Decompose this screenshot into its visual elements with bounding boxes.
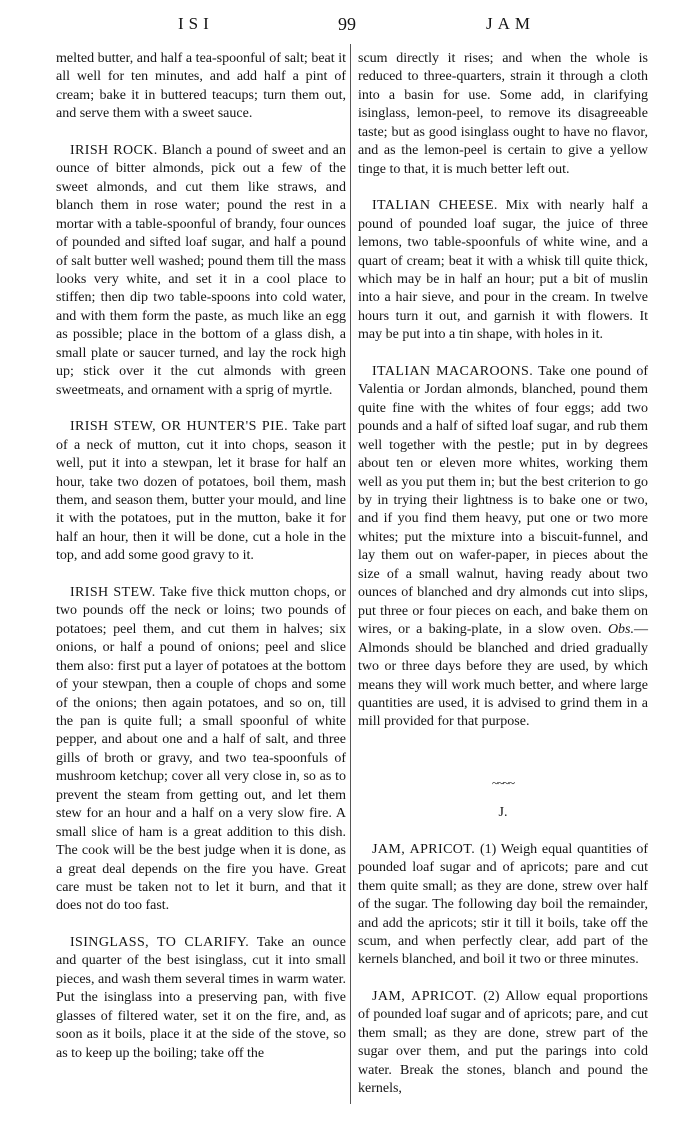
recipe-body: Take one pound of Valentia or Jordan almonds, blanched, pound them quite fine with the whites of four eggs; add two pounds and a half of sifted loaf sugar, and rub them well together with the pestle; put in by degrees about ten or eleven more whites, working them well as you put them in; but the best criterion to go by in trying their lightness is to bake one or two, and if you find them heavy, put one or two more whites; put the mixture into a biscuit-funnel, and lay them out on wafer-paper, in pieces about the size of a small walnut, having ready about two ounces of blanched and dry almonds cut into slips, put three or four pieces on each, and bake them on wires, or a baking-plate, in a slow oven. (358, 363, 648, 638)
recipe-number: (2) (483, 988, 500, 1004)
recipe-hunters-pie (56, 418, 346, 566)
recipe-title: ISINGLASS, TO CLARIFY. (70, 934, 250, 950)
recipe-body: Take part of a neck of mutton, cut it into chops, season it well, put it into a stewpan, let it brase for half an hour, take two dozen of potatoes, boil them, mash them, and season them, butter your mould, and line it with the potatoes, put in the mutton, bake it for half an hour, then it will be done, cut a hole in the top, and add some good gravy to it. (56, 419, 346, 564)
recipe-isinglass (56, 934, 346, 1063)
recipe-title: IRISH ROCK. (70, 142, 158, 158)
recipe-body: Weigh equal quantities of pounded loaf sugar and of apricots; pare and cut them quite small; as they are done, strew over half of the sugar. The following day boil the remainder, and add the apricots; stir it till it boils, take off the scum, and when perfectly clear, add part of the kernels blanched, and boil it two or three minutes. (358, 841, 649, 968)
page-number: 99 (338, 14, 356, 34)
recipe-title: IRISH STEW. (70, 584, 156, 600)
left-column (56, 50, 346, 1063)
recipe-body: Mix with nearly half a pound of pounded loaf sugar, the juice of three lemons, two table-spoonfuls of white wine, and a quart of cream; beat it with a whisk till quite thick, which may be in half an hour; put a bit of muslin into a hair sieve, and pour in the cream. In twelve hours turn it out, and garnish it with flowers. It may be put into a tin shape, with holes in it. (358, 198, 648, 343)
recipe-body: Take five thick mutton chops, or two pounds off the neck or loins; two pounds of potatoes; peel them, and cut them in halves; six onions, or half a pound of onions; peel and slice them also: first put a layer of potatoes at the bottom of your stewpan, then a couple of chops and some of the onions; then again potatoes, and so on, till the pan is quite full; a small spoonful of white pepper, and about one and a half of salt, and three gills of broth or gravy, and two tea-spoonfuls of mushroom ketchup; cover all very close in, so as to prevent the steam from getting out, and let them stew for an hour and a half on a very slow fire. A small slice of ham is a great addition to this dish. The cook will be the best judge when it is done, as a great deal depends on the fire you have. Great care must be taken not to let it burn, and that it does not do too fast. (56, 584, 346, 914)
right-column (358, 50, 648, 1099)
column-divider (350, 44, 351, 1104)
recipe-title: IRISH STEW, OR HUNTER'S PIE. (70, 419, 289, 435)
recipe-title: ITALIAN CHEESE. (372, 198, 498, 214)
section-letter: J. (498, 805, 508, 821)
running-header (56, 14, 660, 38)
header-left-guideword: ISI (178, 14, 214, 33)
recipe-title: JAM, APRICOT. (372, 841, 476, 857)
obs-label: Obs. (607, 622, 634, 638)
recipe-italian-cheese (358, 197, 648, 345)
recipe-irish-rock (56, 142, 346, 400)
section-ornament: ~~~~ (492, 775, 514, 790)
continued-paragraph: scum directly it rises; and when the whole is reduced to three-quarters, strain it through a cloth into a basin for use. Some add, in clarifying isinglass, lemon-peel, to remove its disagreeable taste; but as good isinglass ought to have no flavor, and as the lemon-peel is certain to give a yellow tinge to that, it is much better left out. (358, 51, 648, 177)
recipe-jam-apricot-2 (358, 988, 648, 1099)
recipe-body: Allow equal proportions of pounded loaf sugar and of apricots; pare, and cut them small; as they are done, strew part of the sugar over them, and put the parings into cold water. Break the stones, blanch and pound the kernels, (358, 988, 648, 1097)
recipe-body: Take an ounce and quarter of the best isinglass, cut it into small pieces, and wash them several times in warm water. Put the isinglass into a preserving pan, with five glasses of filtered water, set it on the fire, and, as soon as it boils, place it at the side of the stove, so as to keep up the boiling; take off the (56, 934, 347, 1061)
recipe-jam-apricot-1 (358, 841, 648, 970)
recipe-body: Blanch a pound of sweet and an ounce of bitter almonds, pick out a few of the sweet almonds, and cut them like straws, and blanch them in rose water; pound the rest in a mortar with a table-spoonful of brandy, four ounces of pounded and sifted loaf sugar, and half a pound of salt butter well washed; pound them till the mass looks very white, and set it in a cool place to stiffen; then dip two table-spoons into cold water, and with them form the paste, as much like an egg as possible; place in the bottom of a glass dish, a small plate or saucer turned, and lay the rock high up; stick over it the cut almonds with green sweetmeats, and ornament with a sprig of myrtle. (56, 142, 347, 398)
recipe-number: (1) (479, 841, 497, 857)
obs-note: —Almonds should be blanched and dried gradually two or three days before they are used, by which means they will work much better, and where large quantities are used, it is advised to grind them in a mill provided for that purpose. (358, 622, 648, 730)
recipe-title: ITALIAN MACAROONS. (372, 363, 534, 379)
header-right-guideword: JAM (486, 14, 536, 33)
continued-paragraph: melted butter, and half a tea-spoonful of salt; beat it all well for ten minutes, and add half a pint of cream; bake it in buttered teacups; turn them out, and serve them with a sweet sauce. (56, 51, 346, 122)
recipe-title: JAM, APRICOT. (372, 988, 477, 1004)
recipe-irish-stew (56, 584, 346, 916)
recipe-italian-macaroons (358, 363, 648, 732)
